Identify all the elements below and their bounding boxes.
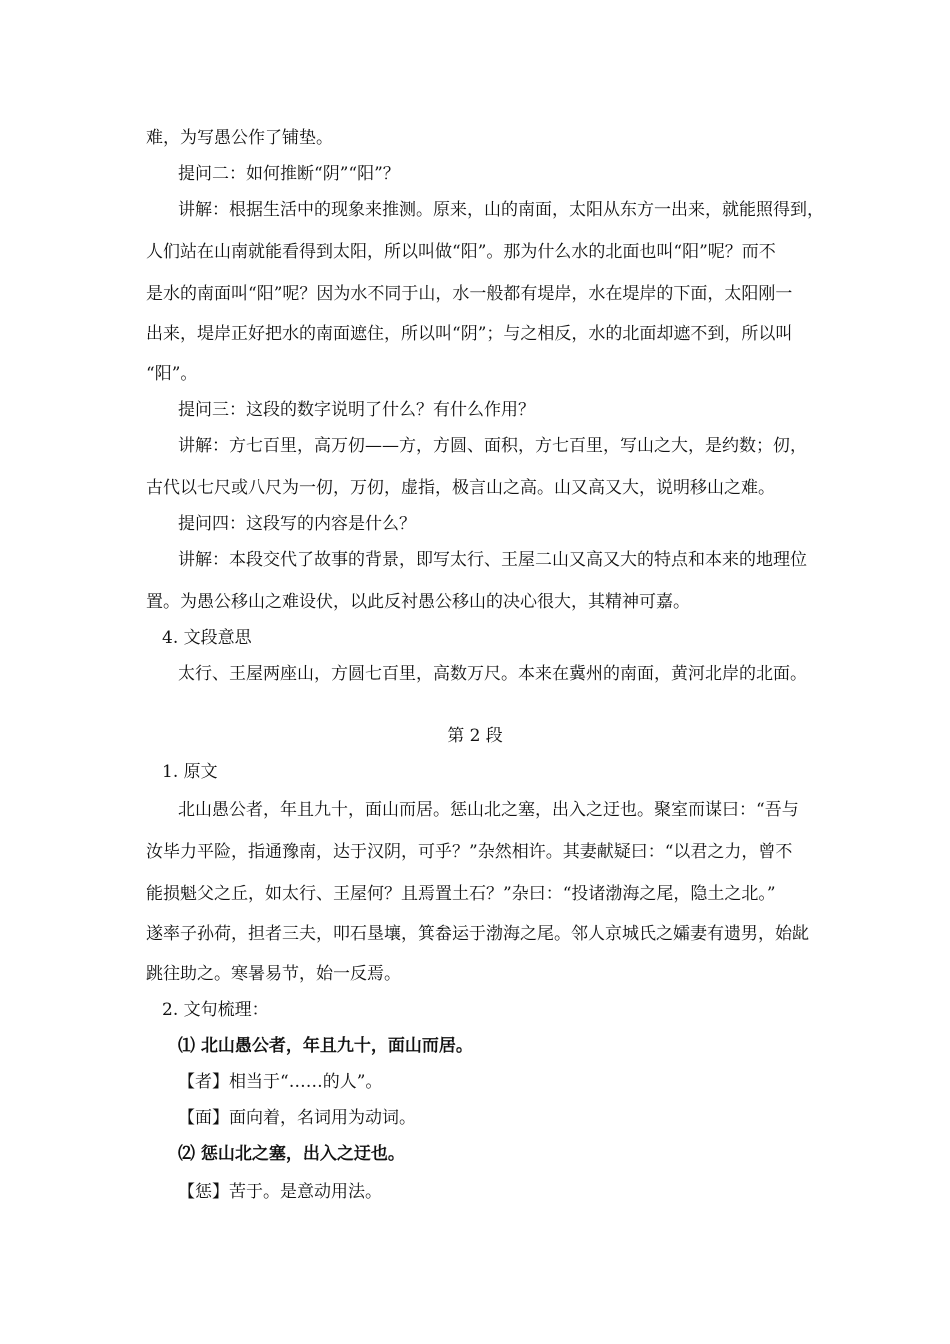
original-text: 汝毕力平险，指通豫南，达于汉阴，可乎？”杂然相许。其妻献疑曰：“以君之力，曾不: [146, 842, 793, 862]
explanation-three: 讲解：方七百里，高万仞——方，方圆、面积，方七百里，写山之大，是约数；仞，: [178, 436, 807, 456]
sentence-one: ⑴ 北山愚公者，年且九十，面山而居。: [178, 1036, 473, 1056]
section-heading: 2. 文句梳理：: [162, 1000, 269, 1020]
text-line: 古代以七尺或八尺为一仞，万仞，虚指，极言山之高。山又高又大，说明移山之难。: [146, 478, 775, 498]
word-note: 【者】相当于“……的人”。: [178, 1072, 383, 1092]
section-heading: 1. 原文: [162, 762, 218, 782]
question-four: 提问四：这段写的内容是什么？: [178, 514, 416, 534]
word-note: 【惩】苦于。是意动用法。: [178, 1182, 382, 1202]
explanation-four: 讲解：本段交代了故事的背景，即写太行、王屋二山又高又大的特点和本来的地理位: [178, 550, 807, 570]
text-line: 置。为愚公移山之难设伏，以此反衬愚公移山的决心很大，其精神可嘉。: [146, 592, 690, 612]
word-note: 【面】面向着，名词用为动词。: [178, 1108, 416, 1128]
original-text: 遂率子孙荷，担者三夫，叩石垦壤，箕畚运于渤海之尾。邻人京城氏之孀妻有遗男，始龀: [146, 924, 809, 944]
question-two: 提问二：如何推断“阴”“阳”？: [178, 164, 400, 184]
meaning-text: 太行、王屋两座山，方圆七百里，高数万尺。本来在冀州的南面，黄河北岸的北面。: [178, 664, 807, 684]
question-three: 提问三：这段的数字说明了什么？有什么作用？: [178, 400, 535, 420]
text-line: 出来，堤岸正好把水的南面遮住，所以叫“阴”；与之相反，水的北面却遮不到，所以叫: [146, 324, 793, 344]
text-line: 是水的南面叫“阳”呢？因为水不同于山，水一般都有堤岸，水在堤岸的下面，太阳刚一: [146, 284, 793, 304]
original-text: 跳往助之。寒暑易节，始一反焉。: [146, 964, 401, 984]
text-line: 难，为写愚公作了铺垫。: [146, 128, 333, 148]
explanation-two: 讲解：根据生活中的现象来推测。原来，山的南面，太阳从东方一出来，就能照得到，: [178, 200, 824, 220]
original-text: 北山愚公者，年且九十，面山而居。惩山北之塞，出入之迂也。聚室而谋曰：“吾与: [178, 800, 799, 820]
section-heading: 4. 文段意思: [162, 628, 252, 648]
text-line: “阳”。: [146, 364, 198, 384]
text-line: 人们站在山南就能看得到太阳，所以叫做“阳”。那为什么水的北面也叫“阳”呢？而不: [146, 242, 776, 262]
paragraph-title: 第 2 段: [447, 726, 503, 746]
original-text: 能损魁父之丘，如太行、王屋何？且焉置土石？”杂曰：“投诸渤海之尾，隐土之北。”: [146, 884, 776, 904]
sentence-two: ⑵ 惩山北之塞，出入之迂也。: [178, 1144, 405, 1164]
